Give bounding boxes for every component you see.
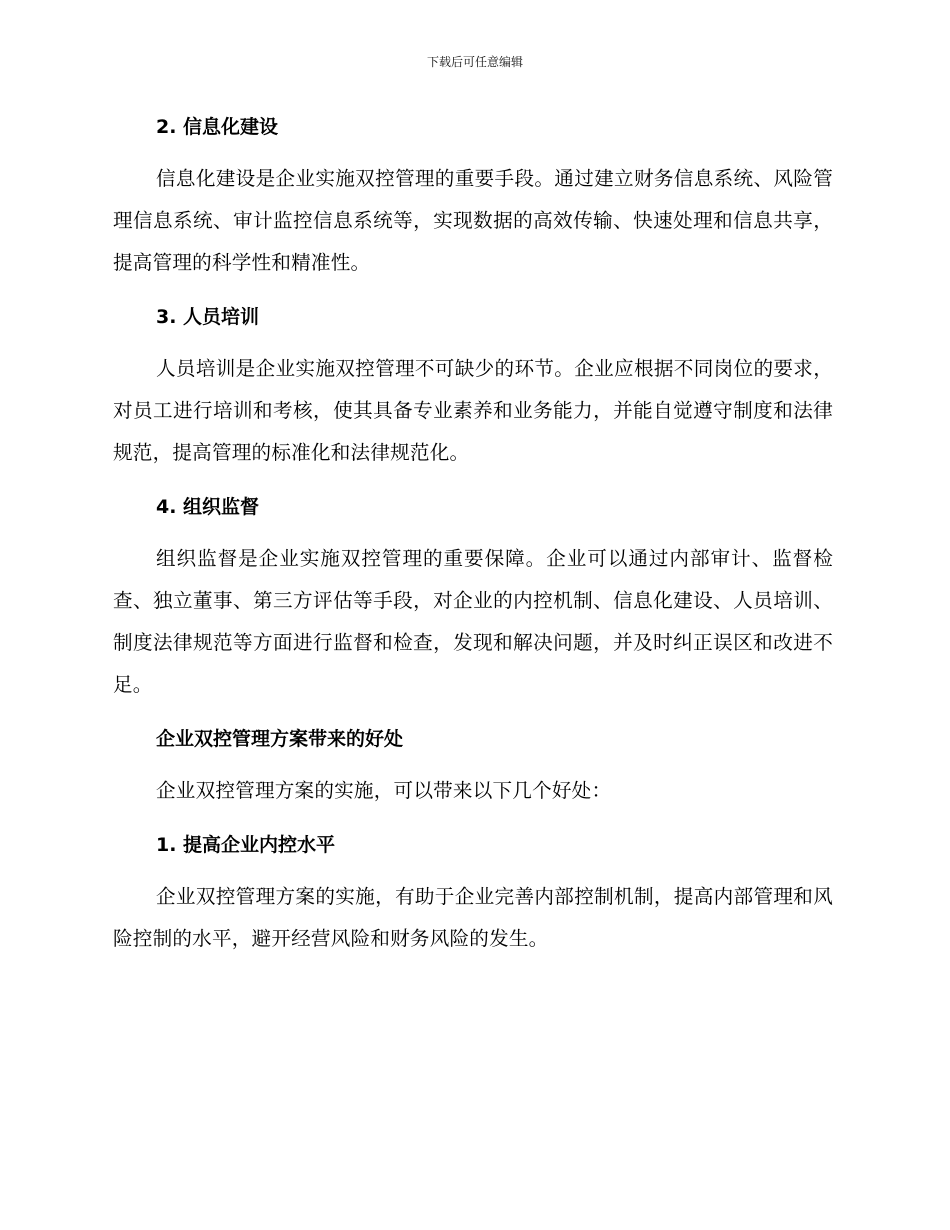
document-body: [113, 108, 833, 960]
section-paragraph: 组织监督是企业实施双控管理的重要保障。企业可以通过内部审计、监督检查、独立董事、第三方评估等手段，对企业的内控机制、信息化建设、人员培训、制度法律规范等方面进行监督和检查，发现和解决问题，并及时纠正误区和改进不足。: [113, 547, 833, 696]
section-benefits: [113, 720, 833, 826]
section-heading: 3. 人员培训: [156, 306, 260, 328]
section-heading: 企业双控管理方案带来的好处: [156, 728, 404, 750]
section-information-construction: [113, 108, 833, 298]
section-organization-supervision: [113, 488, 833, 720]
section-improve-internal-control: [113, 826, 833, 960]
section-paragraph: 人员培训是企业实施双控管理不可缺少的环节。企业应根据不同岗位的要求，对员工进行培训和考核，使其具备专业素养和业务能力，并能自觉遵守制度和法律规范，提高管理的标准化和法律规范化。: [113, 357, 833, 464]
section-heading: 1. 提高企业内控水平: [156, 834, 336, 856]
section-heading: 4. 组织监督: [156, 496, 260, 518]
page-header: 下载后可任意编辑: [426, 55, 523, 69]
section-paragraph: 企业双控管理方案的实施，可以带来以下几个好处：: [156, 779, 612, 802]
section-paragraph: 企业双控管理方案的实施，有助于企业完善内部控制机制，提高内部管理和风险控制的水平，避开经营风险和财务风险的发生。: [113, 885, 833, 950]
section-staff-training: [113, 298, 833, 488]
section-heading: 2. 信息化建设: [156, 116, 279, 138]
section-paragraph: 信息化建设是企业实施双控管理的重要手段。通过建立财务信息系统、风险管理信息系统、审计监控信息系统等，实现数据的高效传输、快速处理和信息共享，提高管理的科学性和精准性。: [113, 167, 833, 274]
